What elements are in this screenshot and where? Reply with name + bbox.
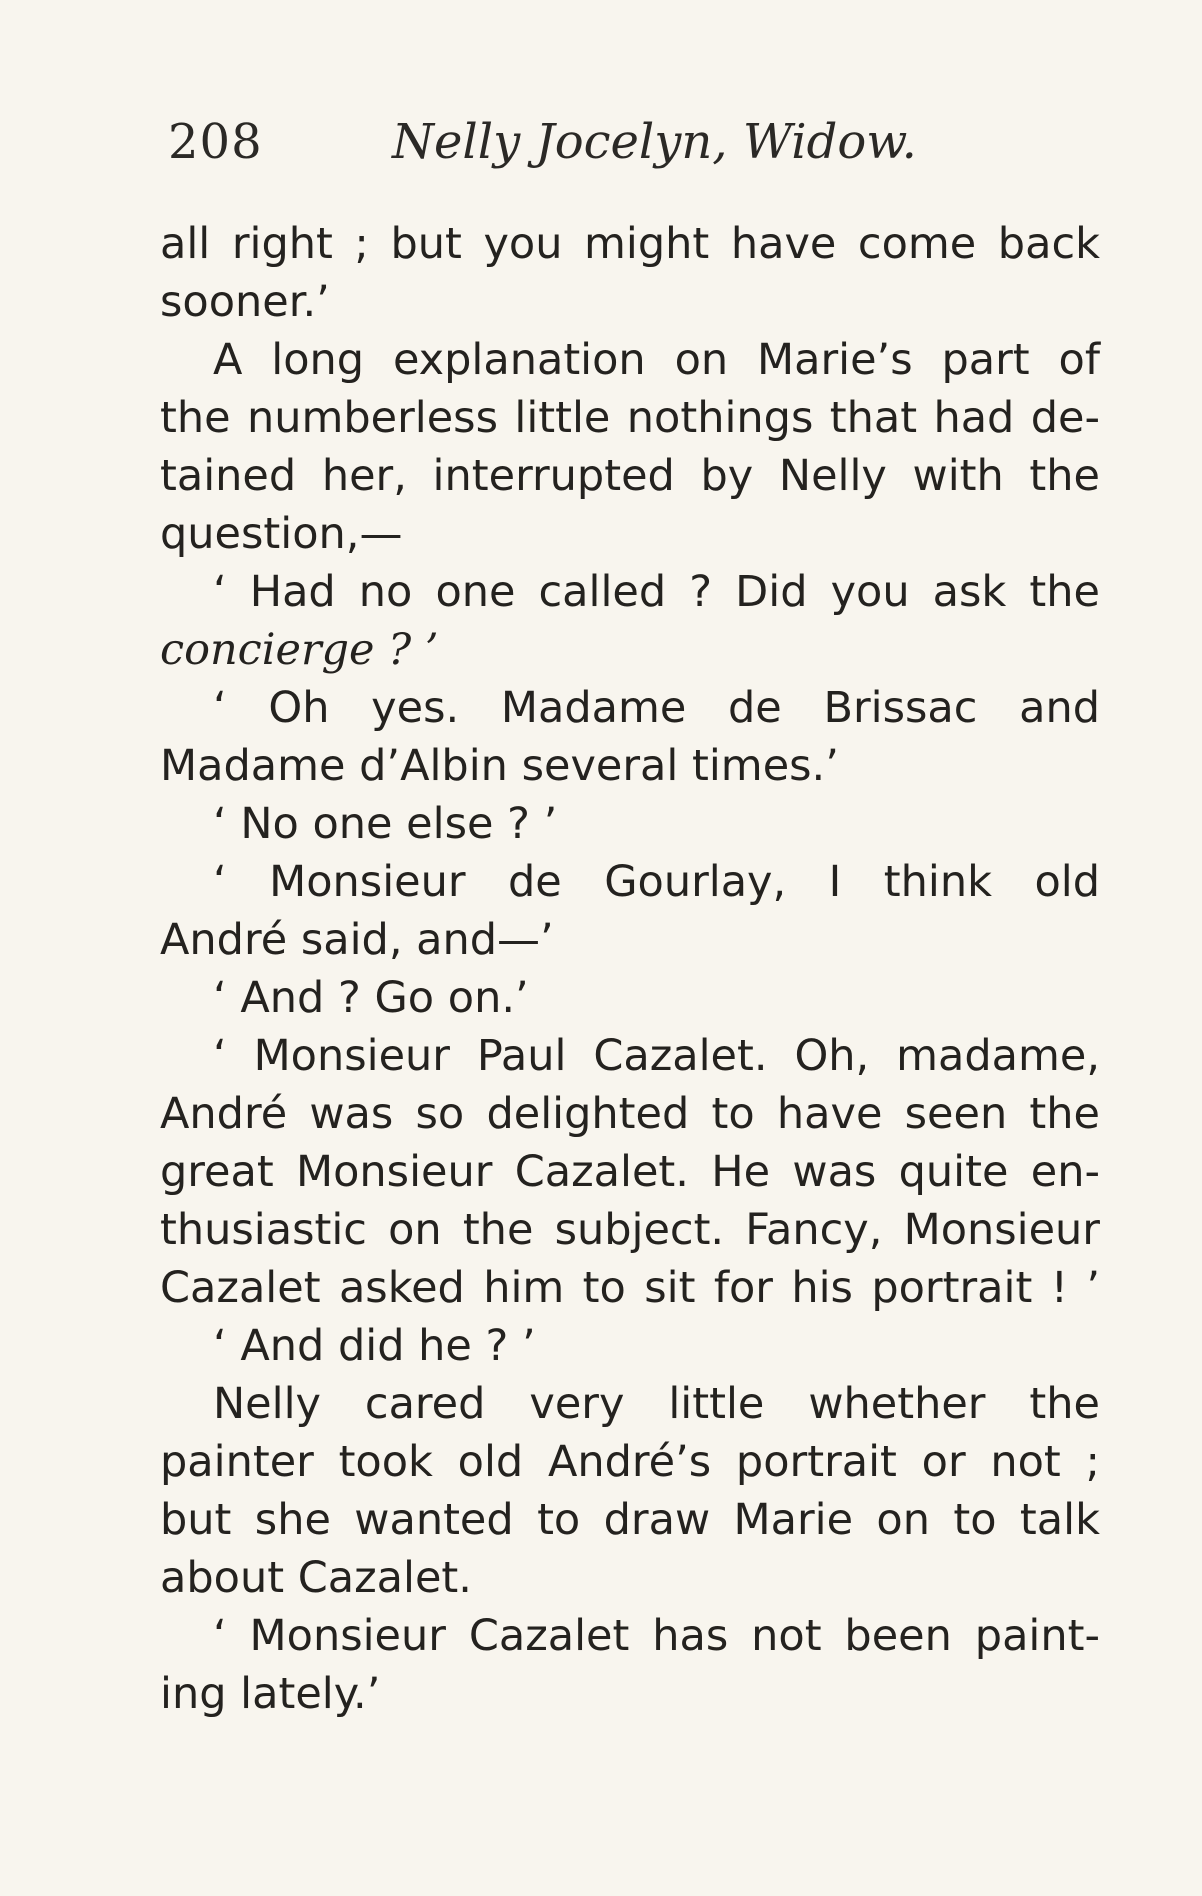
text-line: André was so delighted to have seen the <box>160 1089 1100 1139</box>
text-line: ‘ Oh yes. Madame de Brissac and <box>213 683 1100 733</box>
text-line: thusiastic on the subject. Fancy, Monsieur <box>160 1205 1100 1255</box>
text-line: ‘ Monsieur Paul Cazalet. Oh, madame, <box>213 1031 1100 1081</box>
text-line: concierge ? ’ <box>160 625 439 675</box>
page-header <box>168 112 917 172</box>
text-line: André said, and—’ <box>160 915 554 965</box>
text-line: about Cazalet. <box>160 1553 472 1603</box>
text-line: ‘ And ? Go on.’ <box>213 973 529 1023</box>
text-line: question,— <box>160 509 403 559</box>
text-line: ‘ Monsieur Cazalet has not been paint- <box>213 1611 1100 1661</box>
running-title: Nelly Jocelyn, Widow. <box>392 114 917 170</box>
text-line: great Monsieur Cazalet. He was quite en- <box>160 1147 1100 1197</box>
text-line: A long explanation on Marie’s part of <box>213 335 1100 385</box>
text-line: Cazalet asked him to sit for his portrait ! ’ <box>160 1263 1100 1313</box>
text-line: ‘ And did he ? ’ <box>213 1321 536 1371</box>
page-number: 208 <box>168 114 263 170</box>
page-body-text <box>160 215 1100 1723</box>
text-line: ‘ Monsieur de Gourlay, I think old <box>213 857 1100 907</box>
text-line: Nelly cared very little whether the <box>213 1379 1100 1429</box>
text-line: tained her, interrupted by Nelly with the <box>160 451 1100 501</box>
text-line: all right ; but you might have come back <box>160 219 1100 269</box>
text-line: the numberless little nothings that had de- <box>160 393 1100 443</box>
text-line: Madame d’Albin several times.’ <box>160 741 839 791</box>
text-line: ‘ No one else ? ’ <box>213 799 558 849</box>
text-line: painter took old André’s portrait or not ; <box>160 1437 1100 1487</box>
text-line: ‘ Had no one called ? Did you ask the <box>213 567 1100 617</box>
text-line: but she wanted to draw Marie on to talk <box>160 1495 1100 1545</box>
text-line: sooner.’ <box>160 277 330 327</box>
text-line: ing lately.’ <box>160 1669 381 1719</box>
